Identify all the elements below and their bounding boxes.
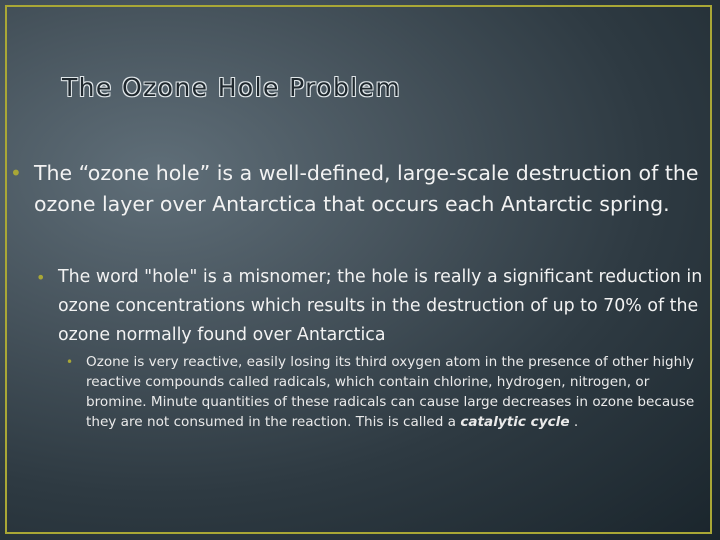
bullet-level-3-body: Ozone is very reactive, easily losing its third oxygen atom in the presence of other highly reactive compounds called radicals, which contain chlorine, hydrogen, nitrogen, or bromine. Minute quantities of these radicals can cause large decreases in ozone because they are not consumed in the reaction. This is called a <box>86 354 695 430</box>
bullet-level-2 <box>36 263 712 350</box>
bullet-level-1-text: The “ozone hole” is a well-defined, large-scale destruction of the ozone layer over Antarctica that occurs each Antarctic spring. <box>34 161 699 216</box>
bullet-marker: • <box>10 161 22 185</box>
bullet-marker: • <box>36 268 46 287</box>
bullet-level-1 <box>10 158 710 220</box>
catalytic-cycle-emphasis: catalytic cycle <box>460 414 570 430</box>
slide-title: The Ozone Hole Problem <box>62 73 402 102</box>
bullet-level-2-text: The word "hole" is a misnomer; the hole is really a significant reduction in ozone concentrations which results in the destruction of up to 70% of the ozone normally found over Antarctica <box>58 267 703 345</box>
bullet-level-3 <box>66 352 712 432</box>
bullet-level-3-text <box>66 352 712 432</box>
bullet-marker: • <box>66 355 74 369</box>
bullet-level-3-end: . <box>569 414 579 430</box>
